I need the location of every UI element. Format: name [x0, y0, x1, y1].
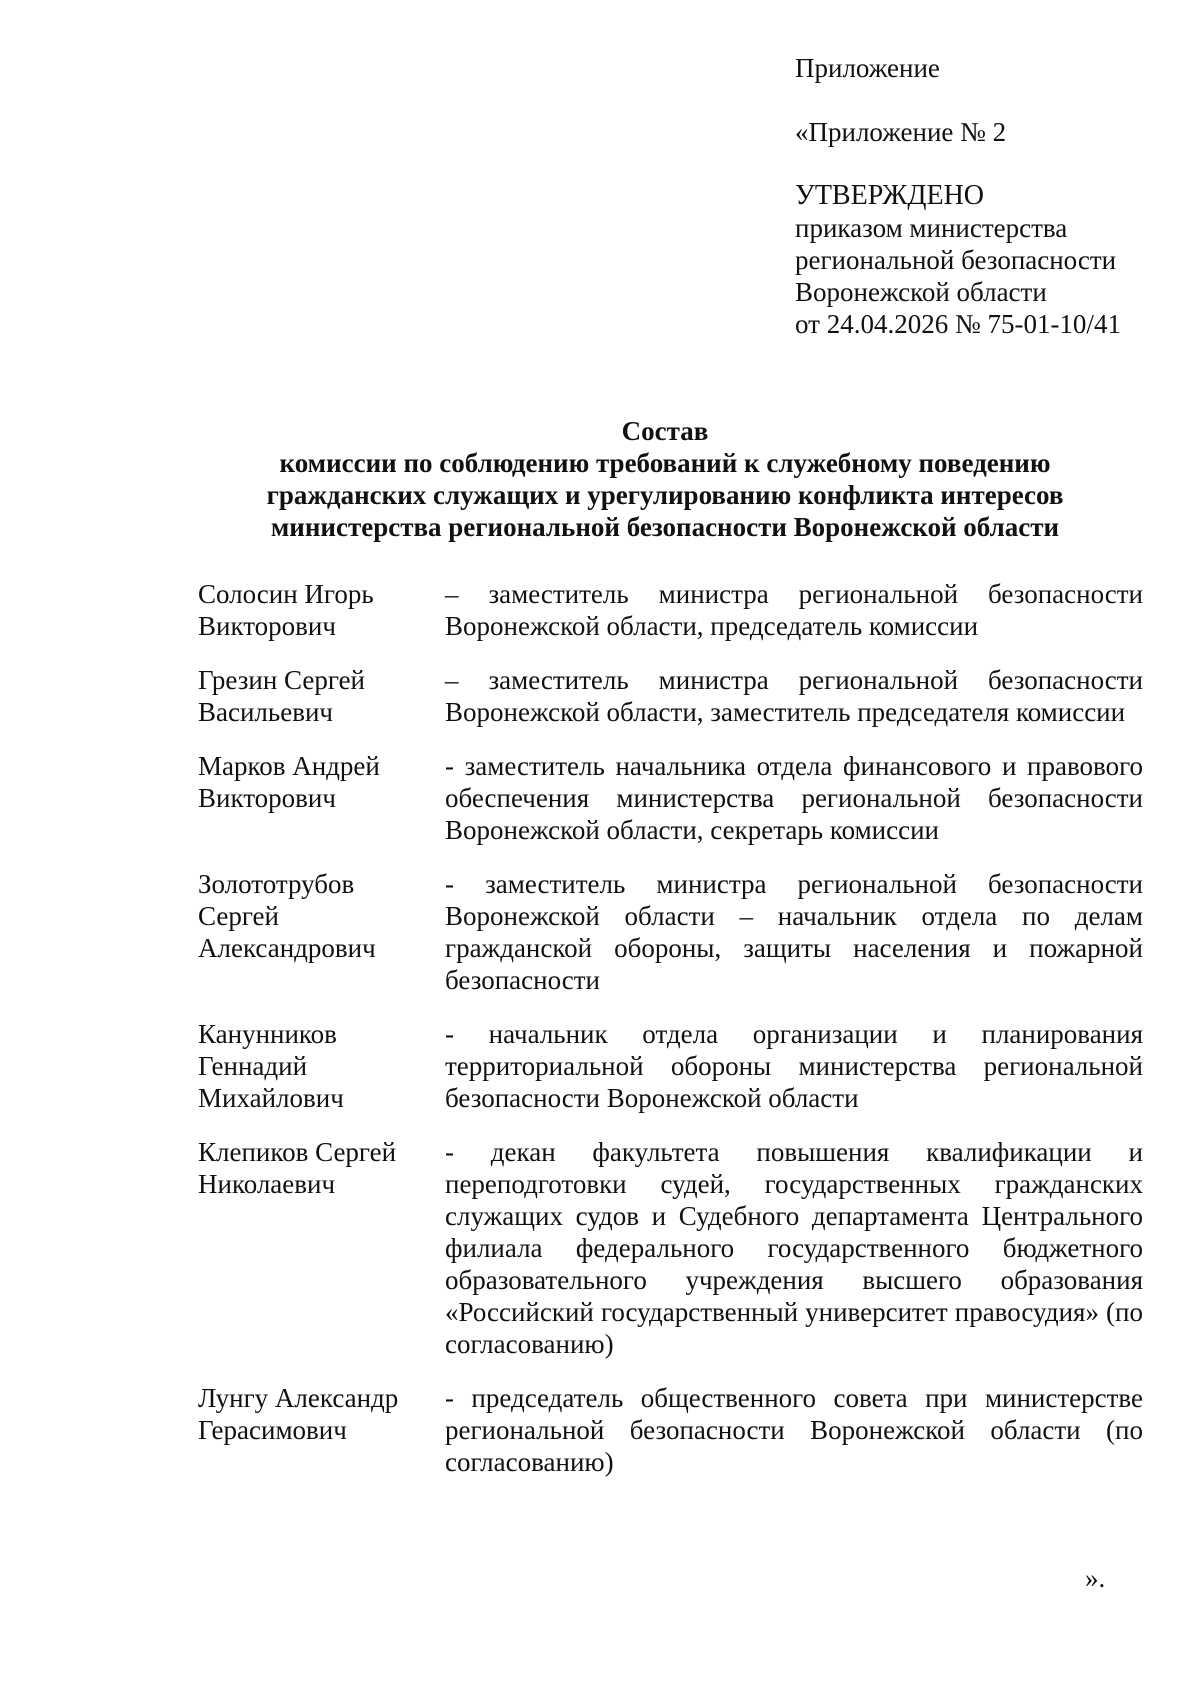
member-role: - заместитель министра региональной безопасности Воронежской области – начальник отдела по делам гражданской обороны, защиты населения и пожарной безопасности [445, 869, 1143, 995]
member-name [198, 664, 438, 728]
appendix-header [795, 52, 1175, 340]
approval-stamp-text: УТВЕРЖДЕНО [795, 180, 985, 211]
member-role: - заместитель начальника отдела финансового и правового обеспечения министерства региональной безопасности Воронежской области, секретарь комиссии [445, 751, 1143, 845]
member-name-line: Клепиков Сергей [198, 1137, 397, 1167]
closing-quote: ». [1085, 1563, 1106, 1593]
member-name [198, 868, 438, 964]
approval-order-line: Воронежской области [795, 277, 1047, 307]
member-name-line: Лунгу Александр [198, 1383, 399, 1413]
member-name [198, 750, 438, 814]
member-entry [198, 664, 1143, 728]
member-name-line: Сергей [198, 901, 279, 931]
title-line: гражданских служащих и урегулированию конфликта интересов [266, 480, 1064, 510]
member-name-line: Солосин Игорь [198, 579, 374, 609]
document-title [190, 415, 1140, 543]
member-name [198, 578, 438, 642]
member-name-line: Марков Андрей [198, 751, 380, 781]
member-name-line: Александрович [198, 933, 376, 963]
appendix-label: Приложение [795, 53, 940, 83]
approval-order-line: региональной безопасности [795, 245, 1117, 275]
title-line: комиссии по соблюдению требований к служебному поведению [279, 448, 1051, 478]
member-name-line: Золототрубов [198, 869, 355, 899]
member-name [198, 1136, 438, 1200]
member-name-line: Михайлович [198, 1083, 344, 1113]
member-name-line: Геннадий [198, 1051, 308, 1081]
member-name-line: Викторович [198, 783, 336, 813]
member-entry [198, 1136, 1143, 1360]
members-list [198, 578, 1143, 1500]
member-name-line: Герасимович [198, 1415, 347, 1445]
member-role: - декан факультета повышения квалификации и переподготовки судей, государственных гражданских служащих судов и Судебного департамента Центрального филиала федерального государственного бюджетного образовательного учреждения высшего образования «Российский государственный университет правосудия» (по согласованию) [445, 1137, 1143, 1359]
title-line: министерства региональной безопасности Воронежской области [270, 512, 1060, 542]
approval-order-line: приказом министерства [795, 213, 1068, 243]
member-name [198, 1382, 438, 1446]
member-role: – заместитель министра региональной безопасности Воронежской области, председатель комиссии [445, 579, 1143, 641]
member-role: - начальник отдела организации и планирования территориальной обороны министерства региональной безопасности Воронежской области [445, 1019, 1143, 1113]
member-name-line: Васильевич [198, 697, 333, 727]
approval-order-date: от 24.04.2026 № 75-01-10/41 [795, 309, 1121, 339]
member-role: - председатель общественного совета при министерстве региональной безопасности Воронежской области (по согласованию) [445, 1383, 1143, 1477]
title-heading: Состав [621, 416, 709, 446]
member-role: – заместитель министра региональной безопасности Воронежской области, заместитель председателя комиссии [445, 665, 1143, 727]
appendix-number: «Приложение № 2 [795, 117, 1007, 147]
member-name-line: Грезин Сергей [198, 665, 366, 695]
member-entry [198, 1382, 1143, 1478]
member-entry [198, 750, 1143, 846]
member-entry [198, 868, 1143, 996]
member-name-line: Канунников [198, 1019, 337, 1049]
member-name [198, 1018, 438, 1114]
member-entry [198, 578, 1143, 642]
member-name-line: Николаевич [198, 1169, 336, 1199]
member-entry [198, 1018, 1143, 1114]
member-name-line: Викторович [198, 611, 336, 641]
